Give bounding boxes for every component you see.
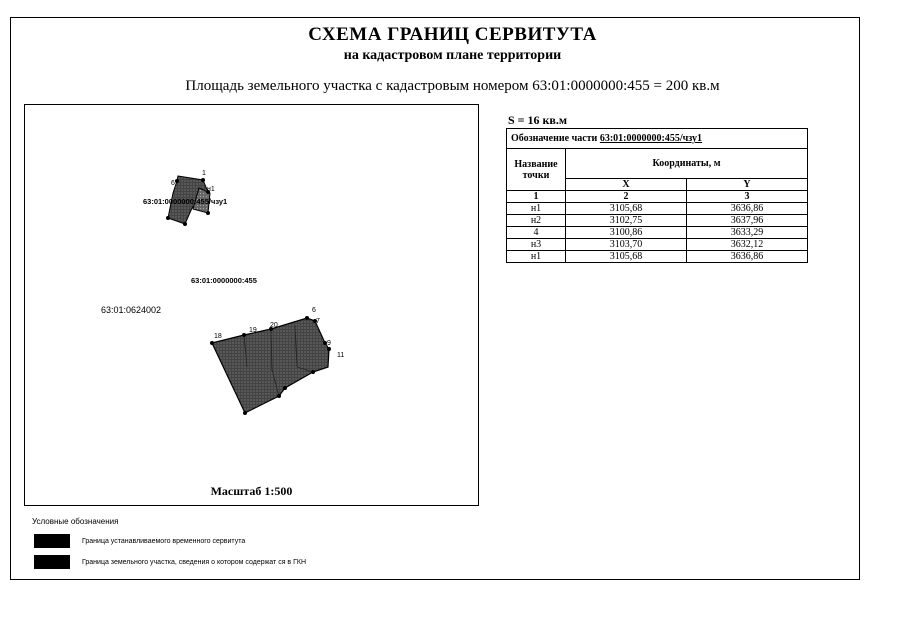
legend-title: Условные обозначения [32,517,119,526]
table-row: н2 3102,75 3637,96 [507,215,808,227]
col-header-coords: Координаты, м [566,149,808,179]
page-title: СХЕМА ГРАНИЦ СЕРВИТУТА [308,24,597,45]
cadastral-map [24,104,479,506]
legend-swatch-servitude [34,534,70,548]
parcel-label: 63:01:0000000:455 [191,276,257,285]
point-label: 6 [312,307,316,314]
legend-swatch-parcel [34,555,70,569]
col-header-point: Название точки [507,149,566,191]
scale-label: Масштаб 1:500 [210,484,293,498]
quarter-label: 63:01:0624002 [101,305,162,315]
part-designation: Обозначение части 63:01:0000000:455/чзу1 [507,129,808,149]
map-drawing [25,105,480,507]
table-row: н1 3105,68 3636,86 [507,251,808,263]
servitude-area: S = 16 кв.м [508,113,568,127]
legend-item-parcel: Граница земельного участка, сведения о котором содержат ся в ГКН [82,559,307,566]
point-label: 6 [171,180,175,187]
page-subtitle: на кадастровом плане территории [343,48,562,63]
parcel-area-line: Площадь земельного участка с кадастровым номером 63:01:0000000:455 = 200 кв.м [185,78,720,94]
table-row: 4 3100,86 3633,29 [507,227,808,239]
point-label: 7 [316,318,320,325]
point-label: 19 [249,327,257,334]
table-row: н3 3103,70 3632,12 [507,239,808,251]
point-label: 9 [327,340,331,347]
point-label: 18 [214,333,222,340]
point-label: 11 [337,352,345,359]
col-number: 1 [507,191,566,203]
coordinates-table [506,128,808,263]
servitude-label: 63:01:0000000:455/чзу1 [143,197,228,206]
col-header-y: Y [686,179,807,191]
parcel-boundary [210,316,331,415]
point-label: 20 [270,322,278,329]
col-header-x: X [566,179,687,191]
point-label: 1 [202,170,206,177]
point-label: н1 [207,186,215,193]
legend-item-servitude: Граница устанавливаемого временного сервитута [82,538,246,545]
table-row: н1 3105,68 3636,86 [507,203,808,215]
col-number: 2 [566,191,687,203]
col-number: 3 [686,191,807,203]
